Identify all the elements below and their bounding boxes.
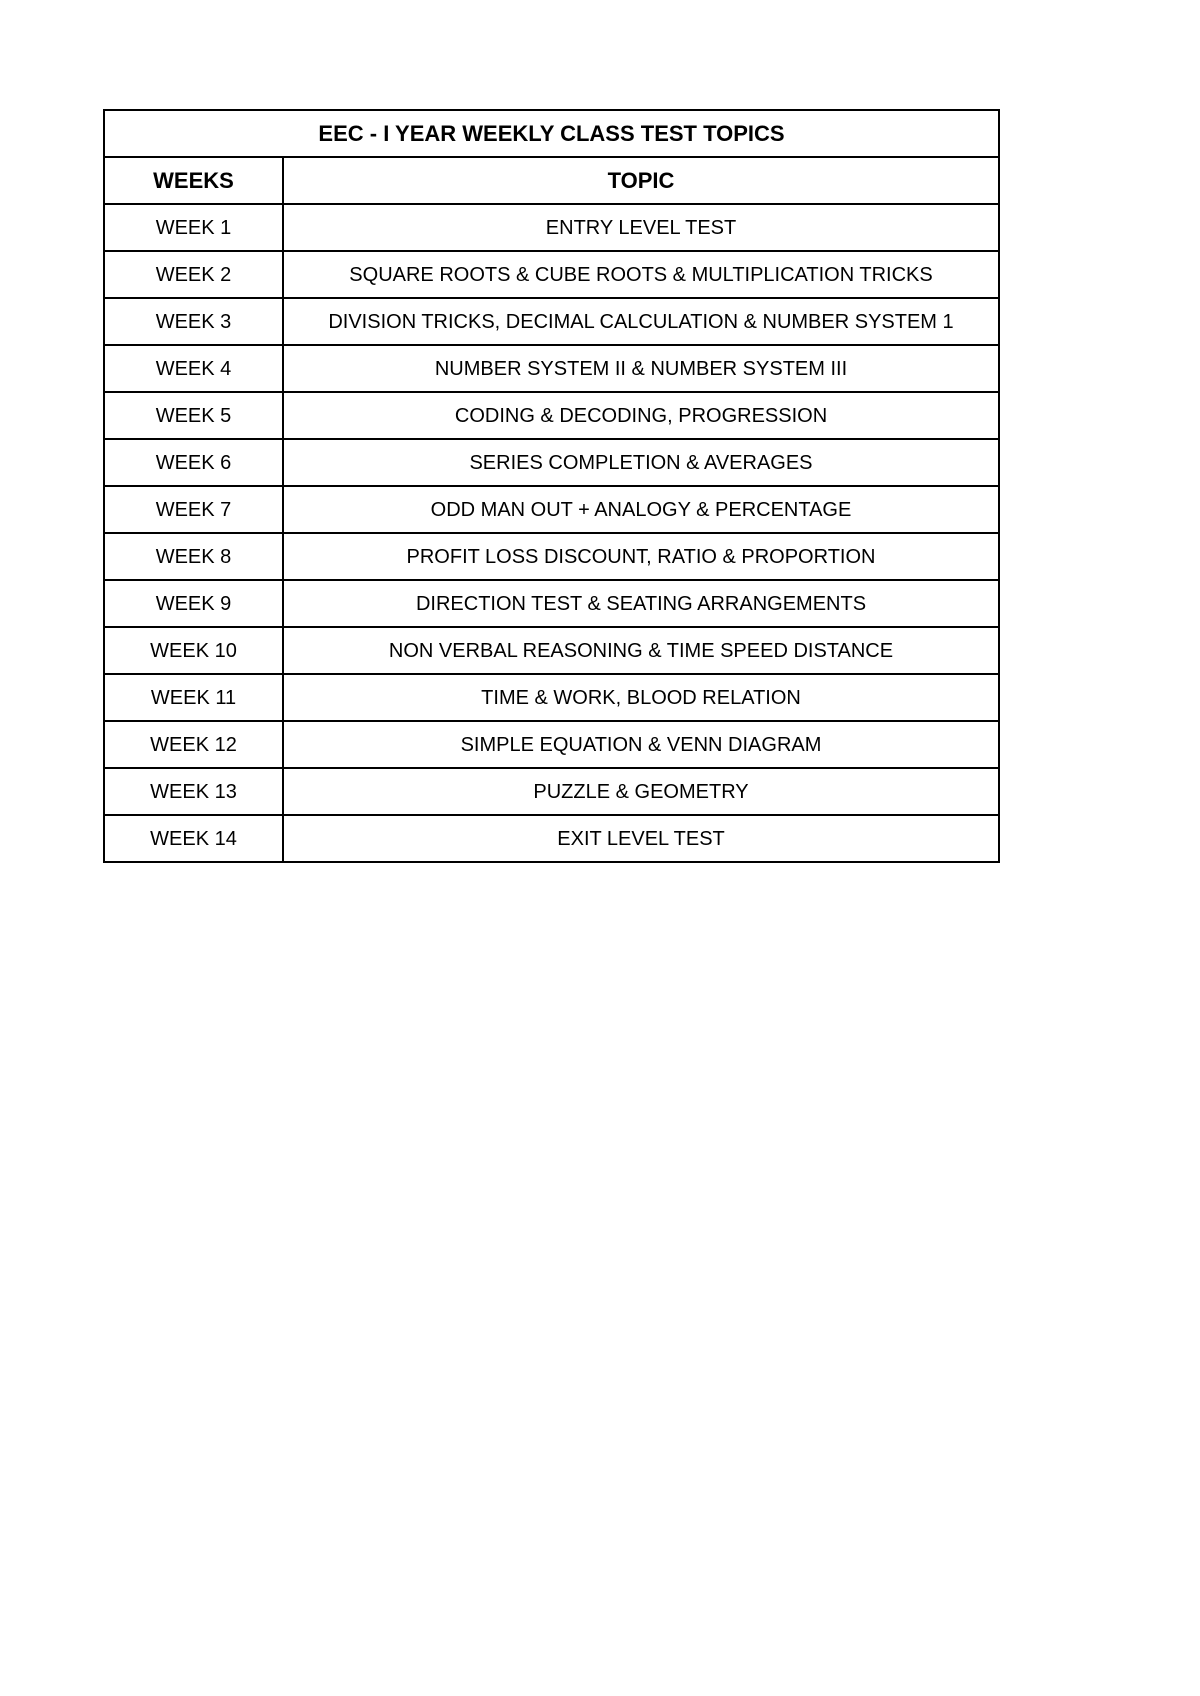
table-title-row bbox=[104, 110, 999, 157]
table-row bbox=[104, 486, 999, 533]
topic-cell: PROFIT LOSS DISCOUNT, RATIO & PROPORTION bbox=[283, 533, 999, 580]
table-row bbox=[104, 345, 999, 392]
header-weeks: WEEKS bbox=[104, 157, 283, 204]
topic-cell: NON VERBAL REASONING & TIME SPEED DISTANCE bbox=[283, 627, 999, 674]
topic-cell: NUMBER SYSTEM II & NUMBER SYSTEM III bbox=[283, 345, 999, 392]
table-row bbox=[104, 533, 999, 580]
table-title: EEC - I YEAR WEEKLY CLASS TEST TOPICS bbox=[104, 110, 999, 157]
week-cell: WEEK 8 bbox=[104, 533, 283, 580]
weekly-topics-table bbox=[103, 109, 1000, 863]
table-body bbox=[104, 204, 999, 862]
week-cell: WEEK 1 bbox=[104, 204, 283, 251]
document-sheet bbox=[103, 109, 998, 863]
table-row bbox=[104, 392, 999, 439]
topic-cell: DIRECTION TEST & SEATING ARRANGEMENTS bbox=[283, 580, 999, 627]
week-cell: WEEK 2 bbox=[104, 251, 283, 298]
table-row bbox=[104, 627, 999, 674]
table-row bbox=[104, 768, 999, 815]
table-row bbox=[104, 204, 999, 251]
topic-cell: SIMPLE EQUATION & VENN DIAGRAM bbox=[283, 721, 999, 768]
topic-cell: SQUARE ROOTS & CUBE ROOTS & MULTIPLICATION TRICKS bbox=[283, 251, 999, 298]
table-row bbox=[104, 721, 999, 768]
header-topic: TOPIC bbox=[283, 157, 999, 204]
topic-cell: DIVISION TRICKS, DECIMAL CALCULATION & NUMBER SYSTEM 1 bbox=[283, 298, 999, 345]
week-cell: WEEK 7 bbox=[104, 486, 283, 533]
table-row bbox=[104, 298, 999, 345]
week-cell: WEEK 13 bbox=[104, 768, 283, 815]
table-row bbox=[104, 439, 999, 486]
topic-cell: CODING & DECODING, PROGRESSION bbox=[283, 392, 999, 439]
table-header-row bbox=[104, 157, 999, 204]
week-cell: WEEK 9 bbox=[104, 580, 283, 627]
table-row bbox=[104, 251, 999, 298]
week-cell: WEEK 10 bbox=[104, 627, 283, 674]
table-row bbox=[104, 674, 999, 721]
table-row bbox=[104, 580, 999, 627]
topic-cell: SERIES COMPLETION & AVERAGES bbox=[283, 439, 999, 486]
topic-cell: ODD MAN OUT + ANALOGY & PERCENTAGE bbox=[283, 486, 999, 533]
table-row bbox=[104, 815, 999, 862]
week-cell: WEEK 4 bbox=[104, 345, 283, 392]
week-cell: WEEK 5 bbox=[104, 392, 283, 439]
week-cell: WEEK 11 bbox=[104, 674, 283, 721]
topic-cell: PUZZLE & GEOMETRY bbox=[283, 768, 999, 815]
week-cell: WEEK 3 bbox=[104, 298, 283, 345]
week-cell: WEEK 14 bbox=[104, 815, 283, 862]
topic-cell: ENTRY LEVEL TEST bbox=[283, 204, 999, 251]
topic-cell: TIME & WORK, BLOOD RELATION bbox=[283, 674, 999, 721]
week-cell: WEEK 6 bbox=[104, 439, 283, 486]
topic-cell: EXIT LEVEL TEST bbox=[283, 815, 999, 862]
week-cell: WEEK 12 bbox=[104, 721, 283, 768]
